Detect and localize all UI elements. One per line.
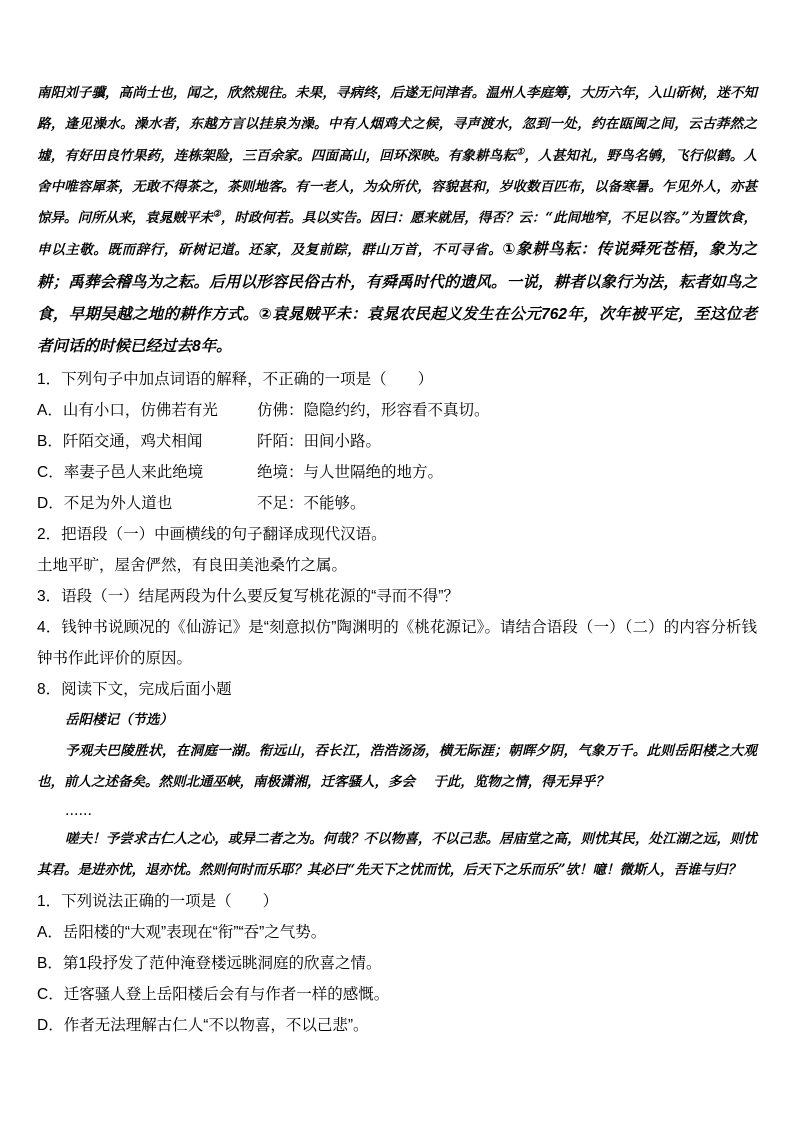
option-a-text: A．山有小口，仿佛若有光 — [37, 401, 218, 419]
question-5: 1．下列说法正确的一项是（ ） — [37, 892, 279, 910]
option2-b: B．第1段抒发了范仲淹登楼远眺洞庭的欣喜之情。 — [37, 954, 382, 972]
option-d-text: D．不足为外人道也 — [37, 494, 173, 512]
passage-text-b: ，人甚知礼，野鸟名鸲，飞行似鹤。人舍中唯容犀茶，无敢不得茶之，茶则地客。有一老人，为众所伏，容貌甚和，岁收数百匹布，以备寒暑。乍见外人，亦甚惊异。问所从来，袁晁贼平未 — [37, 147, 758, 227]
document-page — [37, 78, 757, 1041]
option-d — [37, 488, 757, 519]
option2-a: A．岳阳楼的“大观”表现在“衔”“吞”之气势。 — [37, 923, 327, 941]
question-2-sentence: 土地平旷，屋舍俨然，有良田美池桑竹之属。 — [37, 556, 348, 574]
option2-c: C．迁客骚人登上岳阳楼后会有与作者一样的感慨。 — [37, 985, 390, 1003]
option-b-text: B．阡陌交通，鸡犬相闻 — [37, 432, 203, 450]
option-c-gloss: 绝境：与人世隔绝的地方。 — [257, 463, 444, 481]
question-3: 3．语段（一）结尾两段为什么要反复写桃花源的“寻而不得”？ — [37, 587, 459, 605]
question-1: 1．下列句子中加点词语的解释，不正确的一项是（ ） — [37, 370, 434, 388]
option-c-text: C．率妻子邑人来此绝境 — [37, 463, 204, 481]
question-4: 4．钱钟书说顾况的《仙游记》是“刻意拟仿”陶渊明的《桃花源记》。请结合语段（一）（二）的内容分析钱钟书作此评价的原因。 — [37, 618, 757, 667]
footnote-marker-1: ① — [516, 147, 525, 158]
footnotes: ①象耕鸟耘：传说舜死苍梧，象为之耕；禹葬会稽鸟为之耘。后用以形容民俗古朴，有舜禹时代的遗风。一说，耕者以象行为法，耘者如鸟之食，早期吴越之地的耕作方式。②袁晁贼平未：袁晁农民起义发生在公元762年，次年被平定，至这位老者问话的时候已经过去8年。 — [37, 241, 758, 356]
footnote-marker-2: ② — [212, 209, 221, 220]
option2-d: D．作者无法理解古仁人“不以物喜，不以己悲”。 — [37, 1016, 369, 1034]
poem-title: 岳阳楼记（节选） — [65, 711, 173, 728]
passage-text-c: ，时政何若。具以实告。因曰：愿来就居，得否？云：“此间地窄，不足以容。”为置饮食，申以主敬。既而辞行，斫树记道。还家，及复前踪，群山万首，不可寻省。 — [37, 210, 757, 259]
option-a — [37, 395, 757, 426]
ellipsis: …… — [65, 802, 92, 819]
yueyang-paragraph-2: 嗟夫！予尝求古仁人之心，或异二者之为。何哉？不以物喜，不以己悲。居庙堂之高，则忧其民，处江湖之远，则忧其君。是进亦忧，退亦忧。然则何时而乐耶？其必曰“先天下之忧而忧，后天下之乐而乐”欤！噫！微斯人，吾谁与归？ — [37, 830, 757, 878]
passage-one — [37, 78, 757, 364]
passage-text-a: 南阳刘子骥，高尚士也，闻之，欣然规往。未果，寻病终，后遂无问津者。温州人李庭筹，大历六年，入山斫树，迷不知路，逢见澡水。澡水者，东越方言以挂泉为澡。中有人烟鸡犬之候，寻声渡水，忽到一处，约在瓯闽之间，云古莽然之墟，有好田良竹果药，连栋架险，三百余家。四面高山，回环深映。有象耕鸟耘 — [37, 85, 757, 164]
option-a-gloss: 仿佛：隐隐约约，形容看不真切。 — [257, 401, 490, 419]
yueyang-paragraph-1: 予观夫巴陵胜状，在洞庭一湖。衔远山，吞长江，浩浩汤汤，横无际涯；朝晖夕阴，气象万千。此则岳阳楼之大观也，前人之述备矣。然则北通巫峡，南极潇湘，迁客骚人，多会 于此，览物之情，得无异乎？ — [37, 742, 757, 790]
question-2: 2．把语段（一）中画横线的句子翻译成现代汉语。 — [37, 525, 387, 543]
option-b-gloss: 阡陌：田间小路。 — [257, 432, 382, 450]
option-d-gloss: 不足：不能够。 — [257, 494, 366, 512]
option-b — [37, 426, 757, 457]
section-8-heading: 8．阅读下文，完成后面小题 — [37, 680, 232, 698]
option-c — [37, 457, 757, 488]
